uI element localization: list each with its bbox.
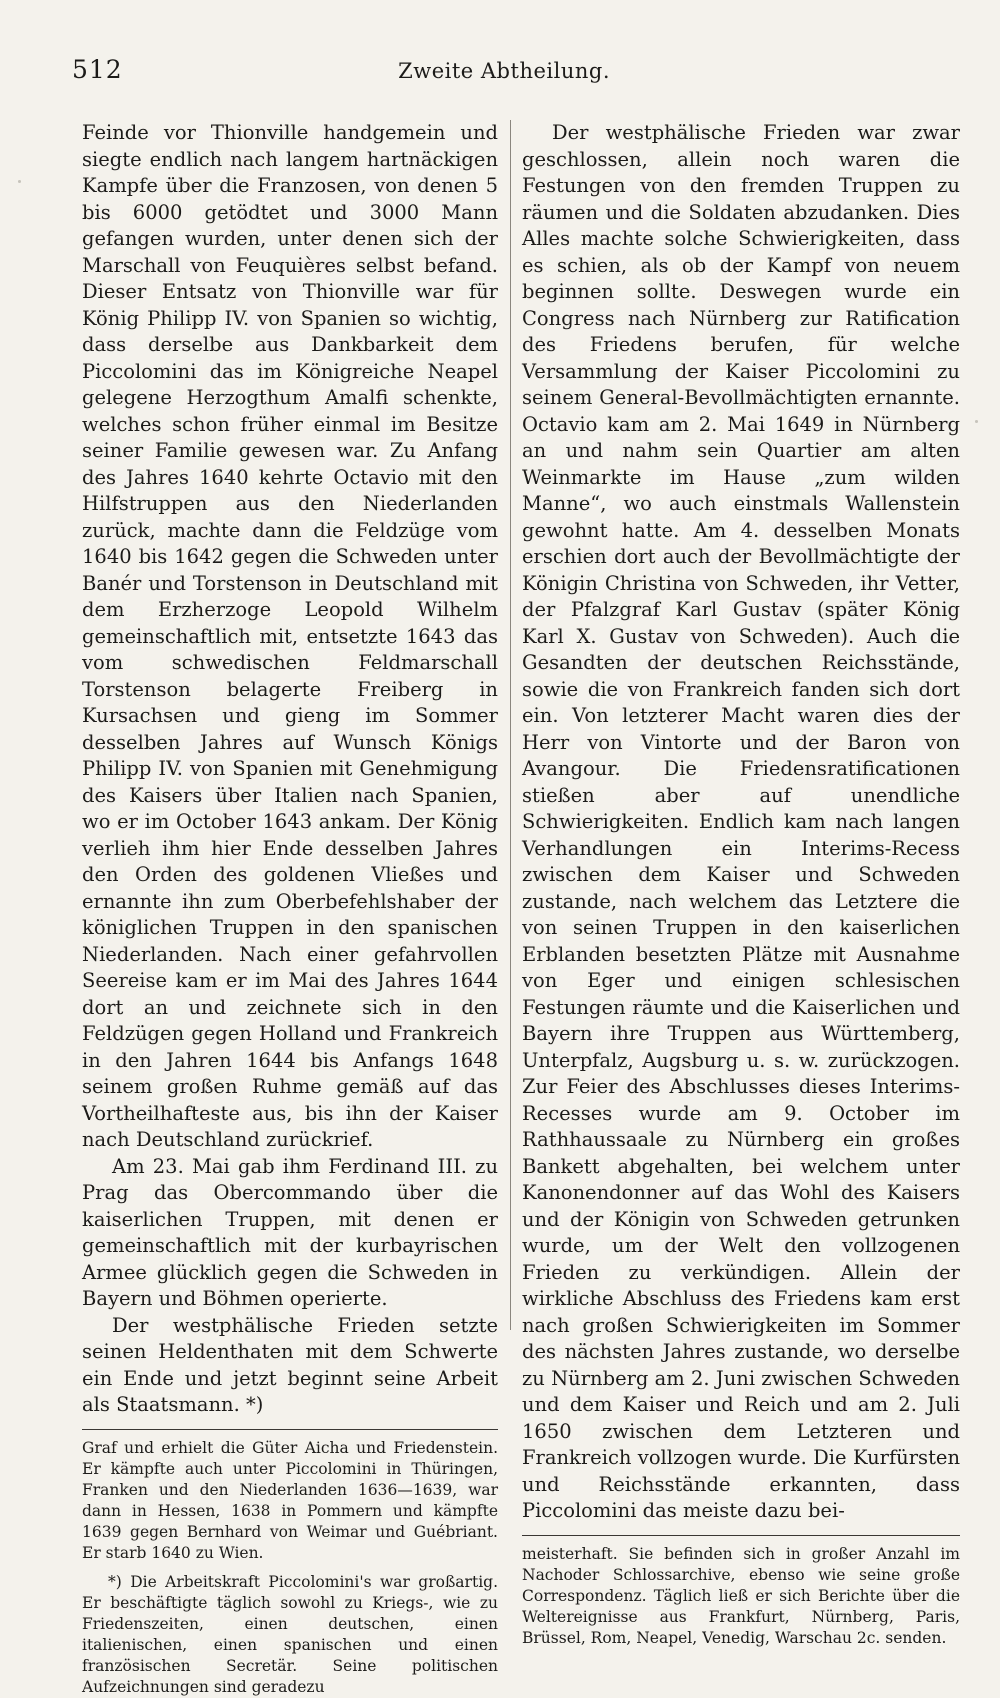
scan-speck: [975, 420, 978, 423]
left-column: [82, 120, 498, 1698]
body-paragraph: Der westphälische Frieden setzte seinen Heldenthaten mit dem Schwerte ein Ende und jetzt beginnt seine Arbeit als Staatsmann. *): [82, 1313, 498, 1416]
scan-speck: [18, 180, 21, 183]
running-title: Zweite Abtheilung.: [398, 59, 610, 83]
column-divider: [510, 120, 511, 1330]
footnote: meisterhaft. Sie befinden sich in großer Anzahl im Nachoder Schlossarchive, ebenso wie seine große Correspondenz. Täglich ließ er sich Berichte über die Weltereignisse aus Frankfurt, Nürnberg, Paris, Brüssel, Rom, Neapel, Venedig, Warschau 2c. senden.: [522, 1544, 960, 1647]
page-header: [72, 55, 610, 95]
footnote: *) Die Arbeitskraft Piccolomini's war großartig. Er beschäftigte täglich sowohl zu Kriegs-, wie zu Friedenszeiten, einen deutschen, einen italienischen, einen spanischen und einen französischen Secretär. Seine politischen Aufzeichnungen sind geradezu: [82, 1572, 498, 1696]
footnote-divider: [82, 1429, 498, 1430]
body-paragraph: Am 23. Mai gab ihm Ferdinand III. zu Prag das Obercommando über die kaiserlichen Truppen, mit denen er gemeinschaftlich mit der kurbayrischen Armee glücklich gegen die Schweden in Bayern und Böhmen operierte.: [82, 1154, 498, 1310]
right-column: [522, 120, 960, 1649]
footnote: Graf und erhielt die Güter Aicha und Friedenstein. Er kämpfte auch unter Piccolomini in Thüringen, Franken und den Niederlanden 1636—1639, war dann in Hessen, 1638 in Pommern und kämpfte 1639 gegen Bernhard von Weimar und Guébriant. Er starb 1640 zu Wien.: [82, 1438, 498, 1562]
body-paragraph: Feinde vor Thionville handgemein und siegte endlich nach langem hartnäckigen Kampfe über die Franzosen, von denen 5 bis 6000 getödtet und 3000 Mann gefangen wurden, unter denen sich der Marschall von Feuquières selbst befand. Dieser Entsatz von Thionville war für König Philipp IV. von Spanien so wichtig, dass derselbe aus Dankbarkeit dem Piccolomini das im Königreiche Neapel gelegene Herzogthum Amalfi schenkte, welches schon früher einmal im Besitze seiner Familie gewesen war. Zu Anfang des Jahres 1640 kehrte Octavio mit den Hilfstruppen aus den Niederlanden zurück, machte dann die Feldzüge vom 1640 bis 1642 gegen die Schweden unter Banér und Torstenson in Deutschland mit dem Erzherzoge Leopold Wilhelm gemeinschaftlich mit, entsetzte 1643 das vom schwedischen Feldmarschall Torstenson belagerte Freiberg in Kursachsen und gieng im Sommer desselben Jahres auf Wunsch Königs Philipp IV. von Spanien mit Genehmigung des Kaisers über Italien nach Spanien, wo er im October 1643 ankam. Der König verlieh ihm hier Ende desselben Jahres den Orden des goldenen Vließes und ernannte ihn zum Oberbefehlshaber der königlichen Truppen in den spanischen Niederlanden. Nach einer gefahrvollen Seereise kam er im Mai des Jahres 1644 dort an und zeichnete sich in den Feldzügen gegen Holland und Frankreich in den Jahren 1644 bis Anfangs 1648 seinem großen Ruhme gemäß auf das Vortheilhafteste aus, bis ihn der Kaiser nach Deutschland zurückrief.: [82, 121, 498, 1151]
page-number: 512: [72, 55, 123, 84]
footnote-divider: [522, 1535, 960, 1536]
body-paragraph: Der westphälische Frieden war zwar geschlossen, allein noch waren die Festungen von den fremden Truppen zu räumen und die Soldaten abzudanken. Dies Alles machte solche Schwierigkeiten, dass es schien, als ob der Kampf von neuem beginnen sollte. Deswegen wurde ein Congress nach Nürnberg zur Ratification des Friedens berufen, für welche Versammlung der Kaiser Piccolomini zu seinem General-Bevollmächtigten ernannte. Octavio kam am 2. Mai 1649 in Nürnberg an und nahm sein Quartier am alten Weinmarkte im Hause „zum wilden Manne“, wo auch einstmals Wallenstein gewohnt hatte. Am 4. desselben Monats erschien dort auch der Bevollmächtigte der Königin Christina von Schweden, ihr Vetter, der Pfalzgraf Karl Gustav (später König Karl X. Gustav von Schweden). Auch die Gesandten der deutschen Reichsstände, sowie die von Frankreich fanden sich dort ein. Von letzterer Macht waren dies der Herr von Vintorte und der Baron von Avangour. Die Friedensratificationen stießen aber auf unendliche Schwierigkeiten. Endlich kam nach langen Verhandlungen ein Interims-Recess zwischen dem Kaiser und Schweden zustande, nach welchem das Letztere die von seinen Truppen in den kaiserlichen Erblanden besetzten Plätze mit Ausnahme von Eger und einigen schlesischen Festungen räumte und die Kaiserlichen und Bayern ihre Truppen aus Württemberg, Unterpfalz, Augsburg u. s. w. zurückzogen. Zur Feier des Abschlusses dieses Interims-Recesses wurde am 9. October im Rathhaussaale zu Nürnberg ein großes Bankett abgehalten, bei welchem unter Kanonendonner auf das Wohl des Kaisers und der Königin von Schweden getrunken wurde, um der Welt den vollzogenen Frieden zu verkündigen. Allein der wirkliche Abschluss des Friedens kam erst nach großen Schwierigkeiten im Sommer des nächsten Jahres zustande, wo derselbe zu Nürnberg am 2. Juni zwischen Schweden und dem Kaiser und Reich und am 2. Juli 1650 zwischen dem Letzteren und Frankreich vollzogen wurde. Die Kurfürsten und Reichsstände erkannten, dass Piccolomini das meiste dazu bei-: [522, 121, 960, 1522]
